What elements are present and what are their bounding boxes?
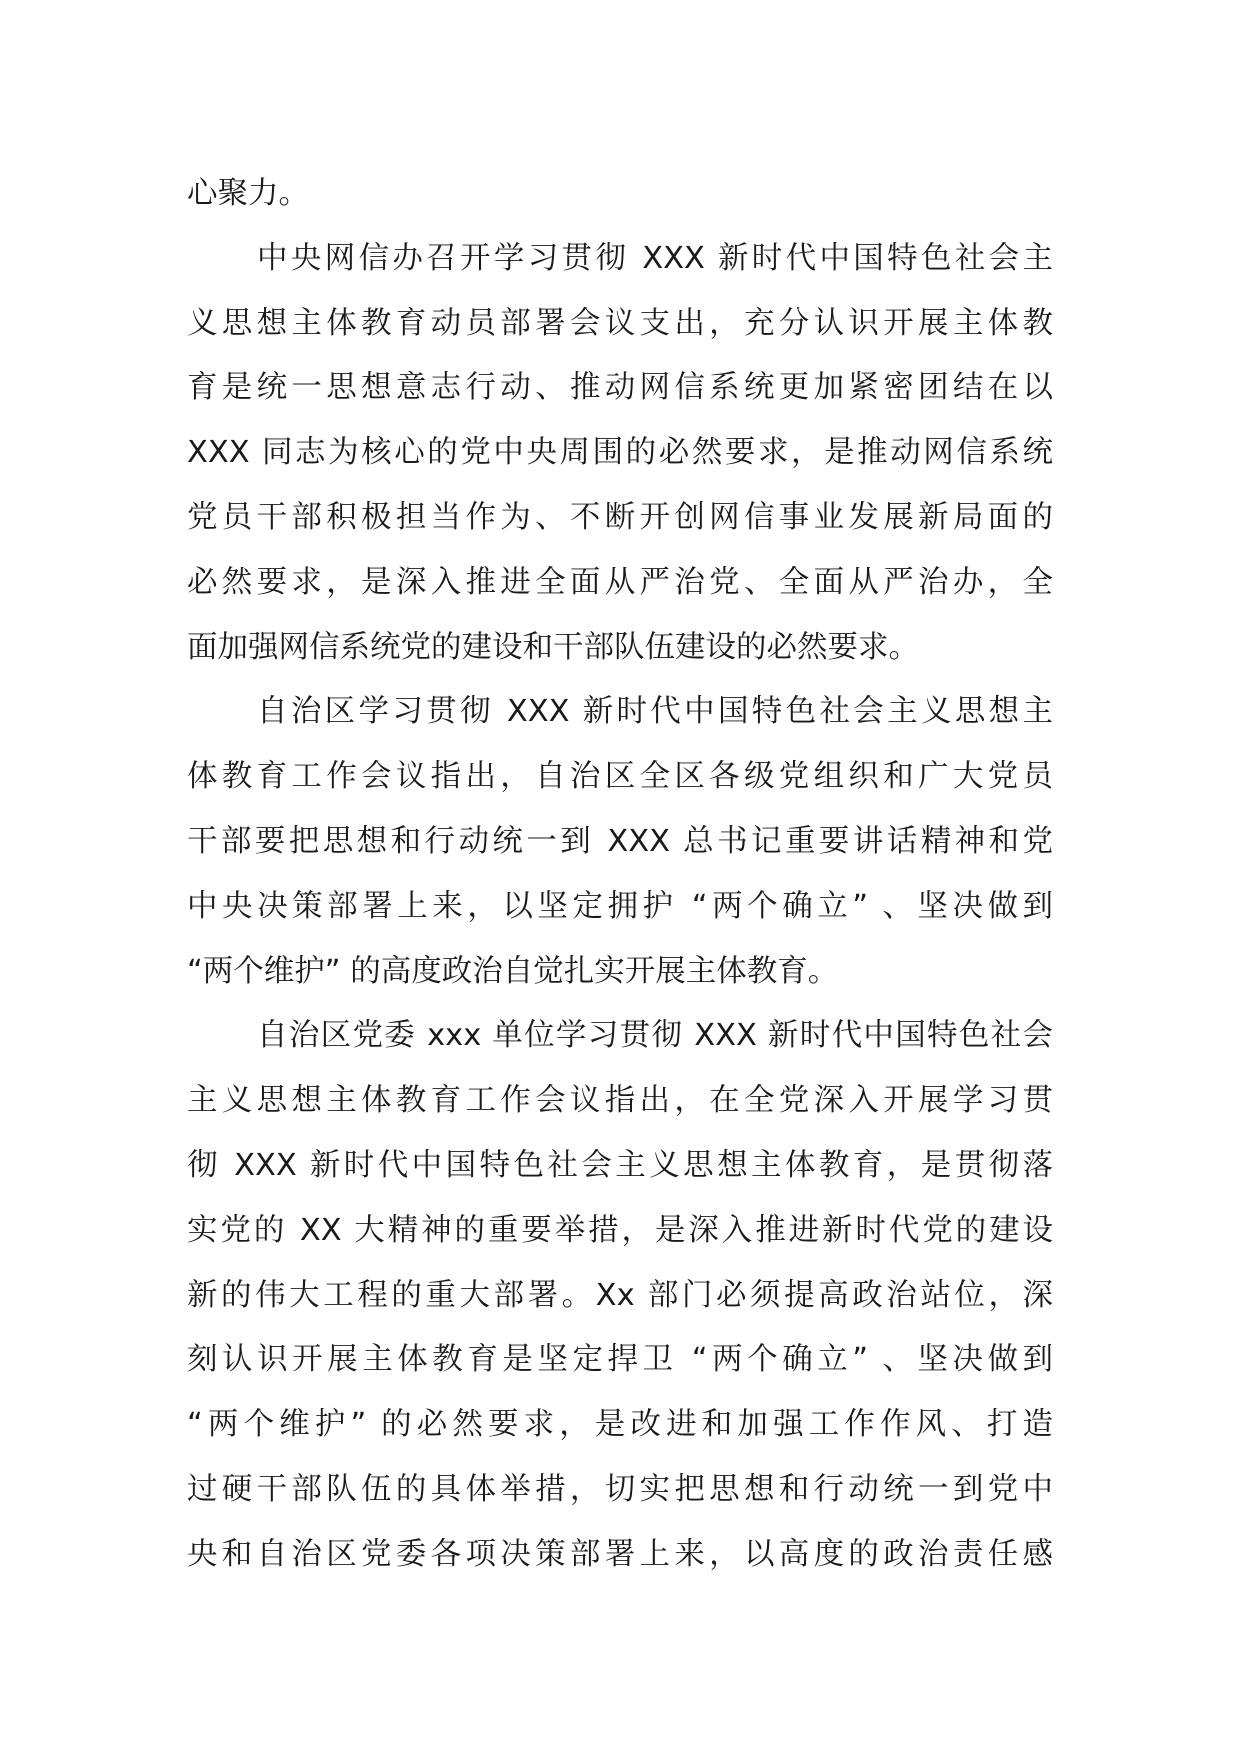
text-line: 实党的 XX 大精神的重要举措，是深入推进新时代党的建设 <box>187 1212 1053 1248</box>
text-line: 体教育工作会议指出，自治区全区各级党组织和广大党员 <box>187 759 1053 795</box>
text-line: “两个维护” 的高度政治自觉扎实开展主体教育。 <box>187 953 839 989</box>
paragraph-first-line: 自治区学习贯彻 XXX 新时代中国特色社会主义思想主 <box>257 694 1053 730</box>
text-line: 必然要求，是深入推进全面从严治党、全面从严治办，全 <box>187 564 1053 600</box>
text-line: 心聚力。 <box>187 176 309 211</box>
text-line: 面加强网信系统党的建设和干部队伍建设的必然要求。 <box>187 629 919 665</box>
text-line: 新的伟大工程的重大部署。Xx 部门必须提高政治站位，深 <box>187 1277 1053 1313</box>
text-line: 央和自治区党委各项决策部署上来，以高度的政治责任感 <box>187 1536 1053 1572</box>
text-line: 刻认识开展主体教育是坚定捍卫 “两个确立” 、坚决做到 <box>187 1342 1053 1378</box>
text-line: 彻 XXX 新时代中国特色社会主义思想主体教育，是贯彻落 <box>187 1147 1053 1183</box>
body-text <box>187 162 1053 1588</box>
text-line: 过硬干部队伍的具体举措，切实把思想和行动统一到党中 <box>187 1471 1053 1507</box>
paragraph-first-line: 自治区党委 xxx 单位学习贯彻 XXX 新时代中国特色社会 <box>257 1018 1053 1054</box>
text-line: XXX 同志为核心的党中央周围的必然要求，是推动网信系统 <box>187 435 1053 471</box>
text-line: 主义思想主体教育工作会议指出，在全党深入开展学习贯 <box>187 1083 1053 1119</box>
text-line: 干部要把思想和行动统一到 XXX 总书记重要讲话精神和党 <box>187 823 1053 859</box>
text-line: 党员干部积极担当作为、不断开创网信事业发展新局面的 <box>187 499 1053 535</box>
text-line: “两个维护” 的必然要求，是改进和加强工作作风、打造 <box>187 1407 1053 1443</box>
text-line: 义思想主体教育动员部署会议支出，充分认识开展主体教 <box>187 305 1053 341</box>
text-line: 育是统一思想意志行动、推动网信系统更加紧密团结在以 <box>187 370 1053 406</box>
paragraph-first-line: 中央网信办召开学习贯彻 XXX 新时代中国特色社会主 <box>257 240 1053 276</box>
text-line: 中央决策部署上来，以坚定拥护 “两个确立” 、坚决做到 <box>187 888 1053 924</box>
